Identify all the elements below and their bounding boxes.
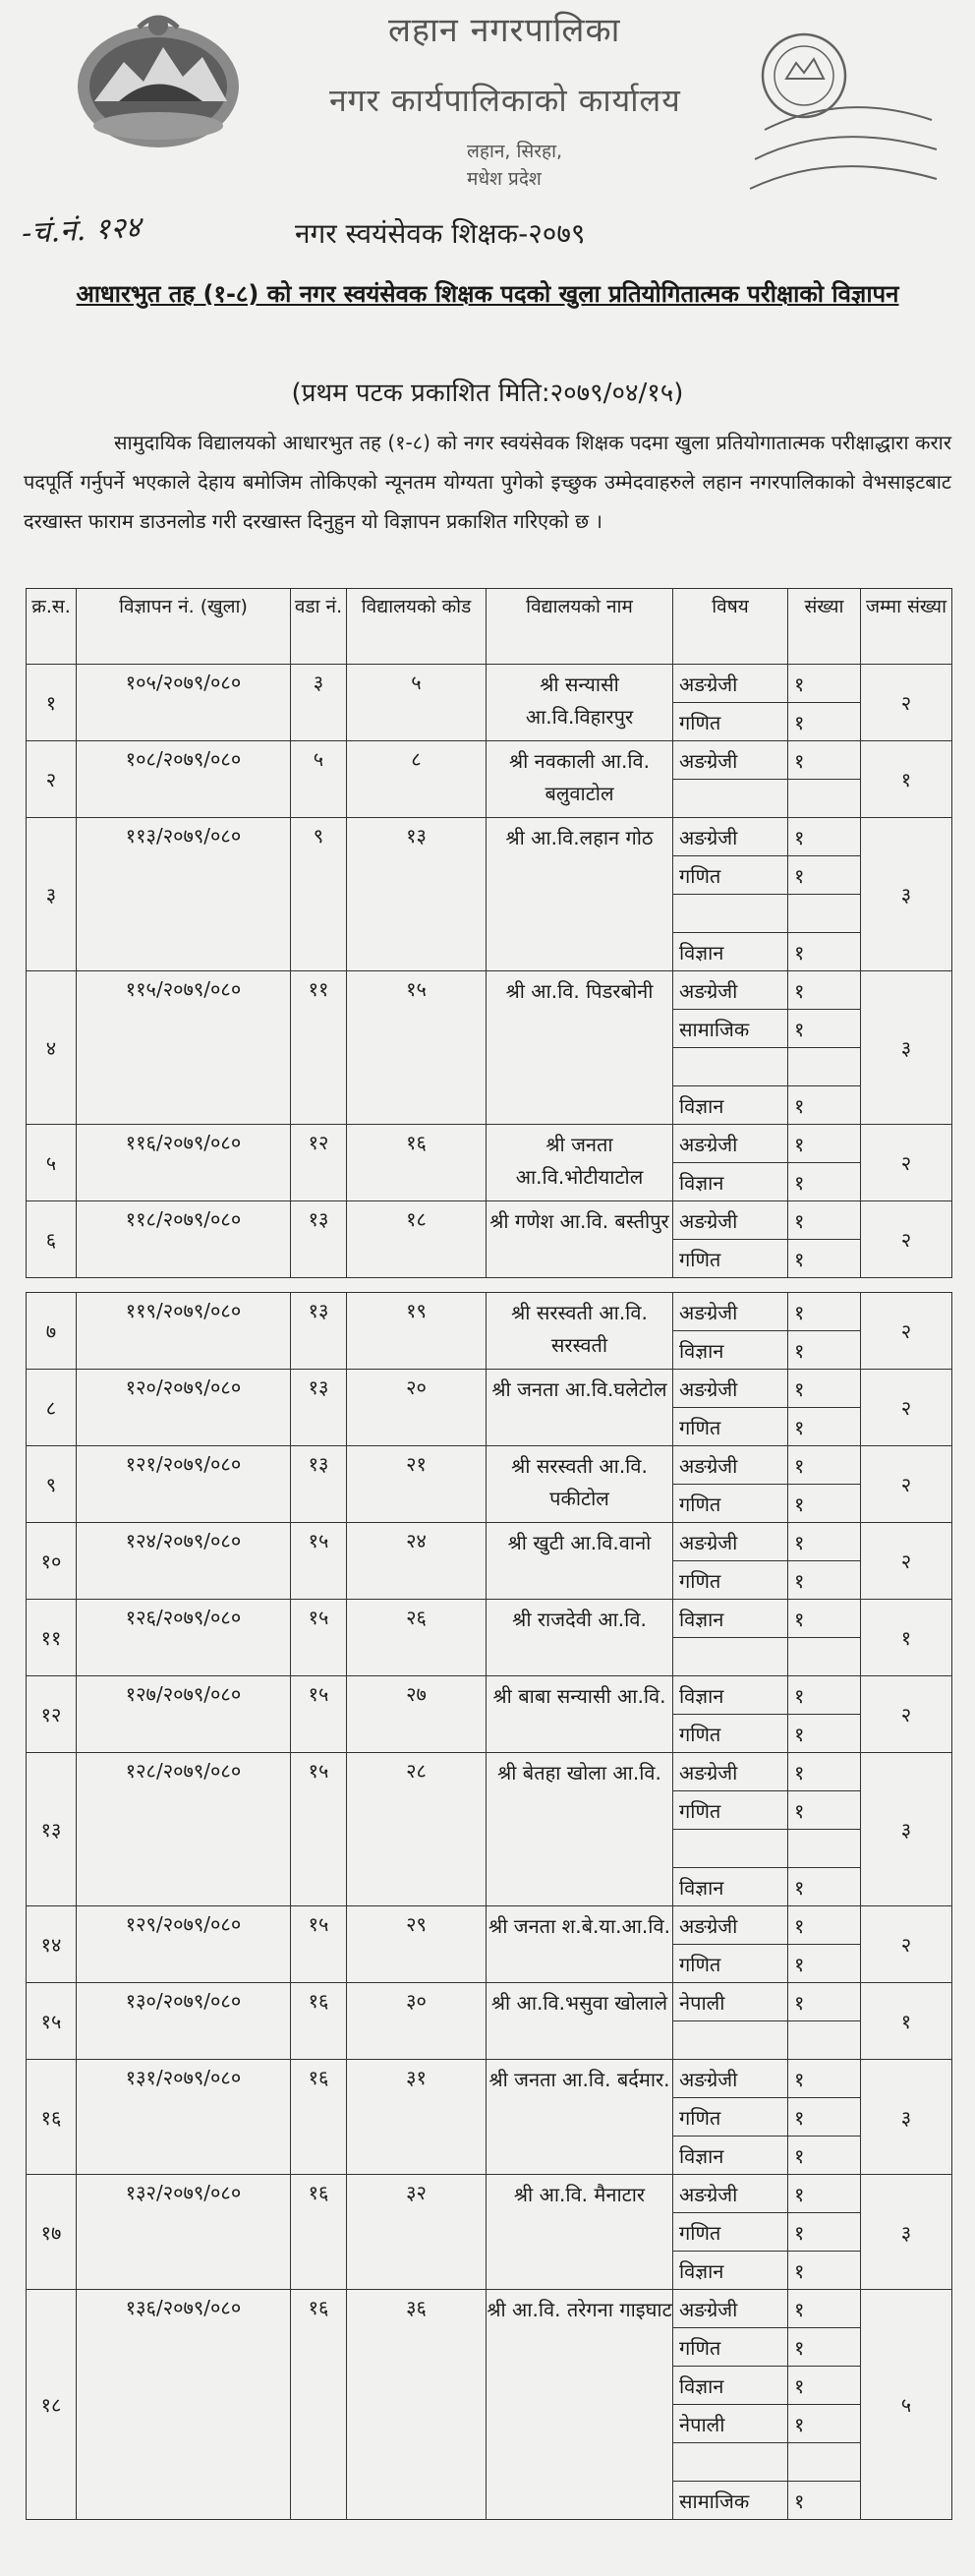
cell-subject: गणित (673, 703, 788, 741)
cell-count: १ (788, 2098, 861, 2137)
cell-school: श्री सरस्वती आ.वि. सरस्वती (487, 1293, 673, 1370)
cell-total: ३ (861, 2175, 952, 2290)
cell-subject: अङग्रेजी (673, 971, 788, 1010)
cell-count: १ (788, 2213, 861, 2252)
cell-count (788, 895, 861, 933)
cell-ad-no: १०८/२०७९/०८० (77, 741, 291, 818)
cell-school: श्री आ.वि.लहान गोठ (487, 818, 673, 971)
cell-school: श्री खुटी आ.वि.वानो (487, 1523, 673, 1600)
notice-title (24, 273, 951, 315)
cell-count: १ (788, 1446, 861, 1485)
cell-sn: १ (27, 665, 77, 741)
cell-school: श्री जनता श.बे.या.आ.वि. (487, 1906, 673, 1983)
cell-sn: १६ (27, 2060, 77, 2175)
cell-ad-no: १३२/२०७९/०८० (77, 2175, 291, 2290)
cell-count: १ (788, 2137, 861, 2175)
cell-code: १८ (347, 1201, 487, 1278)
cell-subject: गणित (673, 1945, 788, 1983)
cell-ward: ३ (291, 665, 347, 741)
cell-sn: ३ (27, 818, 77, 971)
cell-school: श्री नवकाली आ.वि. बलुवाटोल (487, 741, 673, 818)
cell-ward: १६ (291, 1983, 347, 2060)
vacancy-table (26, 588, 952, 2520)
cell-subject: नेपाली (673, 2405, 788, 2443)
table-row (27, 1446, 952, 1485)
cell-total: २ (861, 1125, 952, 1201)
cell-code: २८ (347, 1753, 487, 1906)
table-row (27, 2060, 952, 2098)
cell-code: १६ (347, 1125, 487, 1201)
cell-code: २१ (347, 1446, 487, 1523)
cell-total: २ (861, 1201, 952, 1278)
table-row (27, 1983, 952, 2021)
cell-count: १ (788, 1408, 861, 1446)
cell-school: श्री आ.वि. तरेगना गाइघाट (487, 2290, 673, 2520)
cell-count: १ (788, 2290, 861, 2328)
cell-subject: अङग्रेजी (673, 2290, 788, 2328)
address-line-2: मधेश प्रदेश (467, 168, 542, 190)
cell-subject: गणित (673, 2098, 788, 2137)
cell-count: १ (788, 1715, 861, 1753)
table-row (27, 2290, 952, 2328)
cell-count: १ (788, 1240, 861, 1278)
cell-subject: गणित (673, 1408, 788, 1446)
cell-total: २ (861, 1293, 952, 1370)
cell-sn: १४ (27, 1906, 77, 1983)
cell-total: ३ (861, 818, 952, 971)
cell-count (788, 1638, 861, 1676)
cell-ad-no: १२९/२०७९/०८० (77, 1906, 291, 1983)
cell-school: श्री गणेश आ.वि. बस्तीपुर (487, 1201, 673, 1278)
cell-code: ५ (347, 665, 487, 741)
cell-code: २९ (347, 1906, 487, 1983)
table-row (27, 1753, 952, 1791)
cell-subject: अङग्रेजी (673, 1370, 788, 1408)
table-row (27, 1600, 952, 1638)
cell-school: श्री राजदेवी आ.वि. (487, 1600, 673, 1676)
cell-ad-no: ११९/२०७९/०८० (77, 1293, 291, 1370)
table-row (27, 665, 952, 703)
cell-ward: १३ (291, 1293, 347, 1370)
cell-count: १ (788, 1676, 861, 1715)
cell-subject: गणित (673, 2328, 788, 2367)
table-row (27, 2175, 952, 2213)
cell-ad-no: ११६/२०७९/०८० (77, 1125, 291, 1201)
cell-sn: १७ (27, 2175, 77, 2290)
cell-sn: ४ (27, 971, 77, 1125)
cell-count: १ (788, 2060, 861, 2098)
municipality-name: लहान नगरपालिका (388, 11, 621, 50)
cell-sn: ८ (27, 1370, 77, 1446)
cell-subject: विज्ञान (673, 2252, 788, 2290)
cell-ward: १३ (291, 1370, 347, 1446)
cell-code: ३१ (347, 2060, 487, 2175)
cell-count: १ (788, 2405, 861, 2443)
cell-count: १ (788, 856, 861, 895)
cell-sn: १० (27, 1523, 77, 1600)
cell-count: १ (788, 1753, 861, 1791)
cell-subject: अङग्रेजी (673, 1201, 788, 1240)
cell-school: श्री जनता आ.वि.भोटीयाटोल (487, 1125, 673, 1201)
cell-sn: ६ (27, 1201, 77, 1278)
cell-subject: विज्ञान (673, 2137, 788, 2175)
cell-ad-no: ११५/२०७९/०८० (77, 971, 291, 1125)
cell-count: १ (788, 933, 861, 971)
cell-subject: अङग्रेजी (673, 741, 788, 780)
first-published-date: (प्रथम पटक प्रकाशित मिति:२०७९/०४/१५) (291, 379, 684, 408)
cell-subject: अङग्रेजी (673, 1293, 788, 1331)
cell-school: श्री सरस्वती आ.वि. पकीटोल (487, 1446, 673, 1523)
table-header-row (27, 589, 952, 665)
cell-ad-no: १३६/२०७९/०८० (77, 2290, 291, 2520)
cell-ad-no: १२४/२०७९/०८० (77, 1523, 291, 1600)
cell-code: १५ (347, 971, 487, 1125)
cell-subject (673, 1048, 788, 1086)
cell-count: १ (788, 1163, 861, 1201)
cell-subject: नेपाली (673, 1983, 788, 2021)
cell-count: १ (788, 1600, 861, 1638)
cell-code: ३२ (347, 2175, 487, 2290)
cell-ad-no: १२७/२०७९/०८० (77, 1676, 291, 1753)
cell-sn: ९ (27, 1446, 77, 1523)
cell-ward: १६ (291, 2175, 347, 2290)
cell-count: १ (788, 2367, 861, 2405)
cell-total: १ (861, 741, 952, 818)
cell-subject: गणित (673, 1715, 788, 1753)
table-row (27, 818, 952, 856)
cell-count: १ (788, 1523, 861, 1561)
cell-code: २४ (347, 1523, 487, 1600)
cell-sn: ११ (27, 1600, 77, 1676)
cell-count: १ (788, 703, 861, 741)
cell-count (788, 2021, 861, 2060)
cell-subject: गणित (673, 1791, 788, 1830)
cell-ad-no: ११८/२०७९/०८० (77, 1201, 291, 1278)
cell-subject: अङग्रेजी (673, 1753, 788, 1791)
cell-subject: अङग्रेजी (673, 1523, 788, 1561)
cell-subject: अङग्रेजी (673, 665, 788, 703)
table-row (27, 1201, 952, 1240)
cell-count: १ (788, 1561, 861, 1600)
cell-subject (673, 780, 788, 818)
table-row (27, 1125, 952, 1163)
cell-subject: सामाजिक (673, 1010, 788, 1048)
cell-count: १ (788, 1331, 861, 1370)
cell-count: १ (788, 1485, 861, 1523)
cell-sn: २ (27, 741, 77, 818)
cell-ward: १६ (291, 2290, 347, 2520)
cell-subject: गणित (673, 1240, 788, 1278)
header-subject: विषय (673, 589, 788, 665)
cell-total: ३ (861, 971, 952, 1125)
cell-ad-no: ११३/२०७९/०८० (77, 818, 291, 971)
cell-code: २७ (347, 1676, 487, 1753)
header-total: जम्मा संख्या (861, 589, 952, 665)
cell-ad-no: १२१/२०७९/०८० (77, 1446, 291, 1523)
cell-ward: ११ (291, 971, 347, 1125)
cell-ward: १५ (291, 1676, 347, 1753)
cell-ad-no: १०५/२०७९/०८० (77, 665, 291, 741)
cell-school: श्री आ.वि. मैनाटार (487, 2175, 673, 2290)
cell-code: ८ (347, 741, 487, 818)
cell-total: ५ (861, 2290, 952, 2520)
cell-subject: विज्ञान (673, 1163, 788, 1201)
cell-subject: गणित (673, 2213, 788, 2252)
cell-count: १ (788, 1983, 861, 2021)
cell-sn: ७ (27, 1293, 77, 1370)
cell-subject (673, 1830, 788, 1868)
cell-sn: १२ (27, 1676, 77, 1753)
cell-count: १ (788, 2252, 861, 2290)
cell-total: ३ (861, 1753, 952, 1906)
cell-subject: अङग्रेजी (673, 818, 788, 856)
cell-count: १ (788, 1906, 861, 1945)
cell-count: १ (788, 1945, 861, 1983)
cell-ward: १२ (291, 1125, 347, 1201)
cell-count: १ (788, 2482, 861, 2520)
cell-subject: विज्ञान (673, 1676, 788, 1715)
cell-subject: अङग्रेजी (673, 2060, 788, 2098)
cell-count: १ (788, 1868, 861, 1906)
cell-school: श्री बाबा सन्यासी आ.वि. (487, 1676, 673, 1753)
cell-total: १ (861, 1983, 952, 2060)
cell-code: ३० (347, 1983, 487, 2060)
cell-ward: १३ (291, 1446, 347, 1523)
cell-ad-no: १३१/२०७९/०८० (77, 2060, 291, 2175)
cell-total: २ (861, 1370, 952, 1446)
cell-code: ३६ (347, 2290, 487, 2520)
cell-total: २ (861, 665, 952, 741)
cell-school: श्री आ.वि.भसुवा खोलाले (487, 1983, 673, 2060)
table-row (27, 1676, 952, 1715)
table-row (27, 1523, 952, 1561)
cell-ward: १५ (291, 1753, 347, 1906)
cell-subject (673, 2443, 788, 2482)
header-ad-no: विज्ञापन नं. (खुला) (77, 589, 291, 665)
table-page-gap (27, 1278, 952, 1293)
cell-school: श्री आ.वि. पिडरबोनी (487, 971, 673, 1125)
notice-title-text: आधारभुत तह (१-८) को नगर स्वयंसेवक शिक्षक पदको खुला प्रतियोगितात्मक परीक्षाको विज्ञापन (76, 280, 899, 308)
cell-total: १ (861, 1600, 952, 1676)
cell-ward: १३ (291, 1201, 347, 1278)
cell-subject: गणित (673, 856, 788, 895)
cell-subject: सामाजिक (673, 2482, 788, 2520)
gap-cell (27, 1278, 952, 1293)
header-code: विद्यालयको कोड (347, 589, 487, 665)
cell-total: ३ (861, 2060, 952, 2175)
nepal-emblem-icon (65, 8, 252, 155)
cell-ad-no: १२६/२०७९/०८० (77, 1600, 291, 1676)
cell-total: २ (861, 1523, 952, 1600)
cell-school: श्री बेतहा खोला आ.वि. (487, 1753, 673, 1906)
header-sn: क्र.स. (27, 589, 77, 665)
cell-total: २ (861, 1906, 952, 1983)
table-row (27, 1906, 952, 1945)
cell-count (788, 2443, 861, 2482)
table-row (27, 1293, 952, 1331)
cell-subject: गणित (673, 1485, 788, 1523)
cell-ward: ५ (291, 741, 347, 818)
cell-subject: अङग्रेजी (673, 2175, 788, 2213)
header-school: विद्यालयको नाम (487, 589, 673, 665)
cell-count: १ (788, 1201, 861, 1240)
cell-ward: १५ (291, 1906, 347, 1983)
program-title: नगर स्वयंसेवक शिक्षक-२०७९ (295, 217, 586, 250)
header-ward: वडा नं. (291, 589, 347, 665)
cell-count: १ (788, 665, 861, 703)
cell-sn: ५ (27, 1125, 77, 1201)
cell-code: १३ (347, 818, 487, 971)
cell-subject (673, 895, 788, 933)
cell-count: १ (788, 1293, 861, 1331)
cell-subject: विज्ञान (673, 1600, 788, 1638)
cell-subject: विज्ञान (673, 1086, 788, 1125)
cell-ad-no: १३०/२०७९/०८० (77, 1983, 291, 2060)
cell-subject: विज्ञान (673, 1868, 788, 1906)
cell-ward: १५ (291, 1523, 347, 1600)
address-line-1: लहान, सिरहा, (467, 141, 563, 162)
cell-count: १ (788, 741, 861, 780)
cell-total: २ (861, 1676, 952, 1753)
reference-number: -चं.नं. १२४ (21, 209, 143, 252)
cell-subject: अङग्रेजी (673, 1446, 788, 1485)
cell-subject: विज्ञान (673, 1331, 788, 1370)
cell-ward: १६ (291, 2060, 347, 2175)
cell-ad-no: १२०/२०७९/०८० (77, 1370, 291, 1446)
cell-sn: १५ (27, 1983, 77, 2060)
cell-sn: १८ (27, 2290, 77, 2520)
cell-subject: विज्ञान (673, 2367, 788, 2405)
cell-ad-no: १२८/२०७९/०८० (77, 1753, 291, 1906)
table-row (27, 741, 952, 780)
vacancy-table-wrapper (26, 588, 951, 2520)
office-name: नगर कार्यपालिकाको कार्यालय (329, 82, 681, 119)
header-count: संख्या (788, 589, 861, 665)
cell-count (788, 1830, 861, 1868)
cell-school: श्री जनता आ.वि.घलेटोल (487, 1370, 673, 1446)
cell-school: श्री सन्यासी आ.वि.विहारपुर (487, 665, 673, 741)
cell-subject: अङग्रेजी (673, 1906, 788, 1945)
cell-count: १ (788, 818, 861, 856)
office-seal-icon (735, 22, 942, 208)
cell-count: १ (788, 1791, 861, 1830)
cell-count: १ (788, 1370, 861, 1408)
cell-count: १ (788, 1010, 861, 1048)
cell-subject: विज्ञान (673, 933, 788, 971)
cell-subject (673, 1638, 788, 1676)
cell-count: १ (788, 1125, 861, 1163)
cell-school: श्री जनता आ.वि. बर्दमार. (487, 2060, 673, 2175)
cell-count: १ (788, 2175, 861, 2213)
cell-subject: गणित (673, 1561, 788, 1600)
cell-count: १ (788, 2328, 861, 2367)
cell-count (788, 780, 861, 818)
cell-ward: १५ (291, 1600, 347, 1676)
cell-code: १९ (347, 1293, 487, 1370)
cell-code: २० (347, 1370, 487, 1446)
cell-subject (673, 2021, 788, 2060)
cell-subject: अङग्रेजी (673, 1125, 788, 1163)
cell-count: १ (788, 971, 861, 1010)
intro-paragraph: सामुदायिक विद्यालयको आधारभुत तह (१-८) को नगर स्वयंसेवक शिक्षक पदमा खुला प्रतियोगातात्मक परीक्षाद्धारा करार पदपूर्ति गर्नुपर्ने भएकाले देहाय बमोजिम तोकिएको न्यूनतम योग्यता पुगेको इच्छुक उम्मेदवाहरुले लहान नगरपालिकाको वेभसाइटबाट दरखास्त फाराम डाउनलोड गरी दरखास्त दिनुहुन यो विज्ञापन प्रकाशित गरिएको छ । (24, 431, 951, 533)
cell-count: १ (788, 1086, 861, 1125)
cell-total: २ (861, 1446, 952, 1523)
cell-ward: ९ (291, 818, 347, 971)
table-row (27, 1370, 952, 1408)
cell-code: २६ (347, 1600, 487, 1676)
table-row (27, 971, 952, 1010)
cell-count (788, 1048, 861, 1086)
cell-sn: १३ (27, 1753, 77, 1906)
